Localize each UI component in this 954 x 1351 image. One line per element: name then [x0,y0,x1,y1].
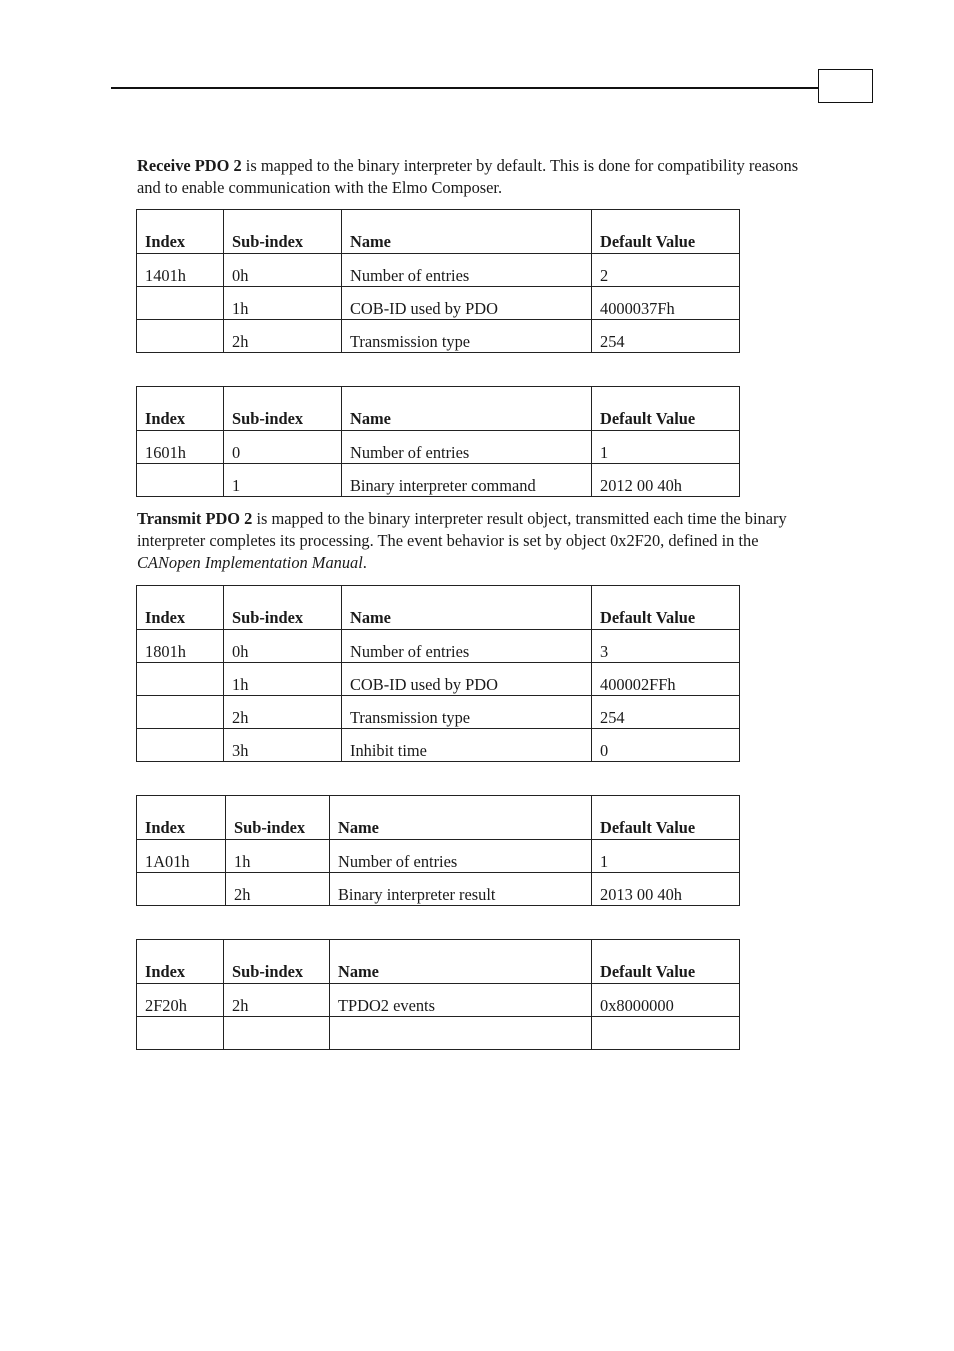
table-row [137,840,740,873]
cell-subindex: 1 [224,464,342,497]
cell-name: COB-ID used by PDO [342,287,592,320]
cell-index [137,729,224,762]
cell-default-value: 400002FFh [592,663,740,696]
table-2f20h [136,939,740,1050]
table-1801h [136,585,740,762]
receive-pdo-term: Receive PDO 2 [137,156,242,175]
cell-name: Binary interpreter command [342,464,592,497]
table-row [137,984,740,1017]
table-header-row [137,940,740,984]
cell-default-value: 2 [592,254,740,287]
cell-default-value: 254 [592,320,740,353]
cell-subindex: 2h [224,696,342,729]
table-1a01h [136,795,740,906]
header-index: Index [137,210,224,254]
header-subindex: Sub-index [224,940,330,984]
table-row [137,1017,740,1050]
header-default-value: Default Value [592,940,740,984]
cell-index [137,287,224,320]
cell-default-value: 4000037Fh [592,287,740,320]
receive-pdo-text: is mapped to the binary interpreter by default. This is done for compatibility reasons and to enable communication with the Elmo Composer. [137,156,799,197]
table-header-row [137,586,740,630]
header-subindex: Sub-index [224,586,342,630]
cell-index [137,696,224,729]
cell-index: 1401h [137,254,224,287]
cell-subindex: 0h [224,630,342,663]
cell-subindex: 1h [226,840,330,873]
cell-name: Inhibit time [342,729,592,762]
cell-index [137,1017,224,1050]
cell-index [137,663,224,696]
table-row [137,663,740,696]
header-name: Name [330,796,592,840]
cell-subindex: 2h [224,320,342,353]
cell-name: Transmission type [342,320,592,353]
table-row [137,729,740,762]
header-subindex: Sub-index [224,210,342,254]
transmit-pdo-text: is mapped to the binary interpreter result object, transmitted each time the binary interpreter completes its processing. The event behavior is set by object 0x2F20, defined in the [137,509,787,550]
cell-name: Number of entries [342,254,592,287]
table-row [137,630,740,663]
table-header-row [137,387,740,431]
table-header-row [137,210,740,254]
cell-default-value: 0x8000000 [592,984,740,1017]
header-index: Index [137,796,226,840]
transmit-pdo-paragraph [137,508,817,574]
table-1401h [136,209,740,353]
header-default-value: Default Value [592,796,740,840]
table-row [137,696,740,729]
cell-default-value: 1 [592,840,740,873]
transmit-pdo-text-end: . [362,553,367,572]
cell-name [330,1017,592,1050]
cell-subindex [224,1017,330,1050]
table-row [137,431,740,464]
cell-default-value: 254 [592,696,740,729]
cell-name: Number of entries [330,840,592,873]
cell-subindex: 0h [224,254,342,287]
cell-default-value: 2013 00 40h [592,873,740,906]
cell-index [137,464,224,497]
header-index: Index [137,940,224,984]
cell-index: 1801h [137,630,224,663]
cell-index [137,320,224,353]
transmit-pdo-term: Transmit PDO 2 [137,509,253,528]
header-subindex: Sub-index [224,387,342,431]
receive-pdo-paragraph [137,155,817,199]
cell-default-value [592,1017,740,1050]
cell-name: COB-ID used by PDO [342,663,592,696]
header-name: Name [342,387,592,431]
header-default-value: Default Value [592,586,740,630]
header-index: Index [137,387,224,431]
table-row [137,464,740,497]
header-rule [111,87,819,89]
cell-default-value: 3 [592,630,740,663]
header-name: Name [330,940,592,984]
header-default-value: Default Value [592,387,740,431]
table-row [137,287,740,320]
table-row [137,320,740,353]
cell-subindex: 2h [226,873,330,906]
cell-subindex: 2h [224,984,330,1017]
header-name: Name [342,586,592,630]
table-row [137,873,740,906]
table-header-row [137,796,740,840]
cell-index: 1A01h [137,840,226,873]
cell-index [137,873,226,906]
table-row [137,254,740,287]
cell-subindex: 1h [224,287,342,320]
manual-title: CANopen Implementation Manual [137,553,363,572]
header-subindex: Sub-index [226,796,330,840]
cell-default-value: 2012 00 40h [592,464,740,497]
header-default-value: Default Value [592,210,740,254]
cell-index: 1601h [137,431,224,464]
cell-index: 2F20h [137,984,224,1017]
cell-name: Number of entries [342,630,592,663]
cell-subindex: 3h [224,729,342,762]
cell-subindex: 1h [224,663,342,696]
header-index: Index [137,586,224,630]
page-number-box [818,69,873,103]
cell-name: Transmission type [342,696,592,729]
table-1601h [136,386,740,497]
cell-default-value: 1 [592,431,740,464]
header-name: Name [342,210,592,254]
cell-name: TPDO2 events [330,984,592,1017]
cell-default-value: 0 [592,729,740,762]
cell-subindex: 0 [224,431,342,464]
cell-name: Number of entries [342,431,592,464]
cell-name: Binary interpreter result [330,873,592,906]
